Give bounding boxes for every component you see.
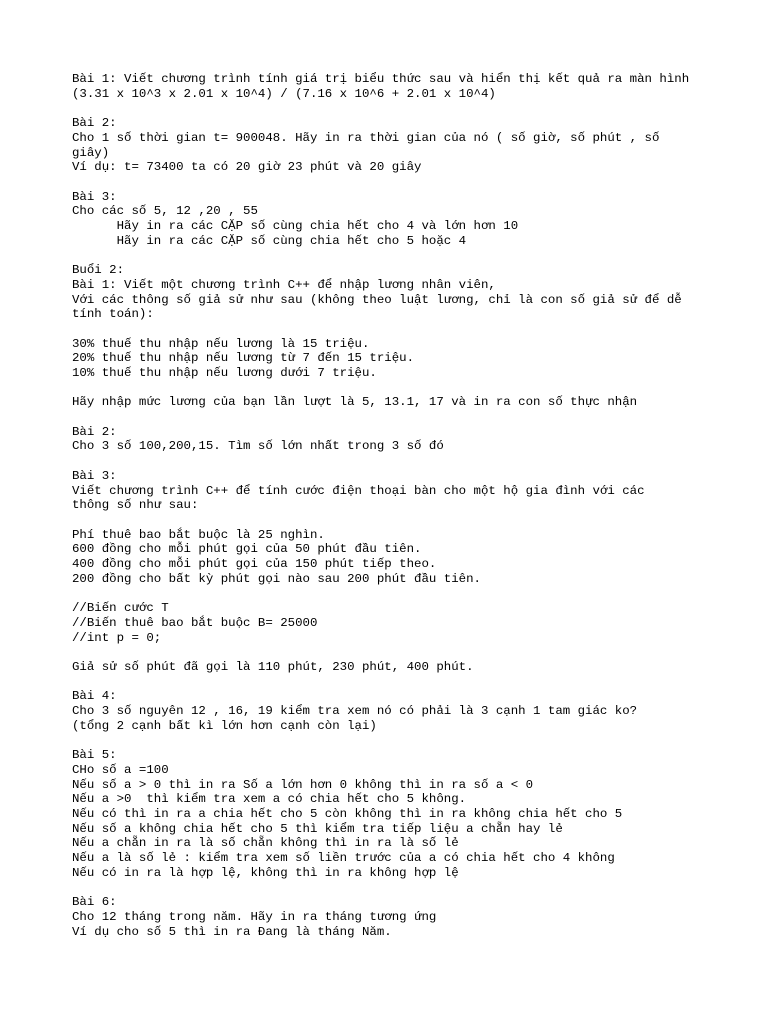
document-line: 30% thuế thu nhập nếu lương là 15 triệu. bbox=[72, 336, 370, 351]
document-line: 10% thuế thu nhập nếu lương dưới 7 triệu. bbox=[72, 366, 377, 380]
document-line: Cho 12 tháng trong năm. Hãy in ra tháng tương ứng bbox=[72, 909, 437, 924]
document-line: 20% thuế thu nhập nếu lương từ 7 đến 15 triệu. bbox=[72, 351, 415, 366]
document-line: Ví dụ: t= 73400 ta có 20 giờ 23 phút và 20 giây bbox=[72, 160, 422, 175]
document-line bbox=[72, 454, 712, 469]
document-line: Bài 3: bbox=[72, 189, 117, 204]
document-line: Cho các số 5, 12 ,20 , 55 bbox=[72, 204, 258, 219]
document-line: Ví dụ cho số 5 thì in ra Đang là tháng Năm. bbox=[72, 924, 392, 939]
document-line: giây) bbox=[72, 145, 110, 160]
document-line: thông số như sau: bbox=[72, 498, 199, 513]
document-line: Nếu a >0 thì kiểm tra xem a có chia hết cho 5 không. bbox=[72, 792, 467, 807]
document-line: tính toán): bbox=[72, 307, 154, 322]
document-line: Nếu số a không chia hết cho 5 thì kiểm tra tiếp liệu a chẵn hay lẻ bbox=[72, 821, 563, 836]
document-line bbox=[72, 322, 712, 337]
document-line: Với các thông số giả sử như sau (không theo luật lương, chỉ là con số giả sử để dễ bbox=[72, 292, 682, 307]
document-line: Cho 3 số 100,200,15. Tìm số lớn nhất trong 3 số đó bbox=[72, 439, 444, 454]
document-body bbox=[72, 72, 712, 939]
document-line: Hãy in ra các CẶP số cùng chia hết cho 5 hoặc 4 bbox=[72, 233, 467, 248]
document-line: Hãy nhập mức lương của bạn lần lượt là 5, 13.1, 17 và in ra con số thực nhận bbox=[72, 395, 638, 410]
document-line: Nếu có thì in ra a chia hết cho 5 còn không thì in ra không chia hết cho 5 bbox=[72, 806, 623, 821]
document-line bbox=[72, 675, 712, 690]
document-line: Viết chương trình C++ để tính cước điện thoại bàn cho một hộ gia đình với các bbox=[72, 483, 645, 498]
document-line: Bài 2: bbox=[72, 424, 117, 439]
document-line: Nếu a là số lẻ : kiểm tra xem số liền trước của a có chia hết cho 4 không bbox=[72, 851, 615, 866]
document-line: Bài 4: bbox=[72, 689, 117, 704]
document-line bbox=[72, 248, 712, 263]
document-line: Nếu a chẵn in ra là số chẵn không thì in ra là số lẻ bbox=[72, 836, 459, 851]
document-line bbox=[72, 175, 712, 190]
document-line: 200 đồng cho bất kỳ phút gọi nào sau 200 phút đầu tiên. bbox=[72, 571, 481, 586]
document-line: Cho 3 số nguyên 12 , 16, 19 kiểm tra xem nó có phải là 3 cạnh 1 tam giác ko? bbox=[72, 704, 638, 719]
document-line: Giả sử số phút đã gọi là 110 phút, 230 phút, 400 phút. bbox=[72, 659, 474, 674]
document-line: Bài 3: bbox=[72, 468, 117, 483]
document-line: Buổi 2: bbox=[72, 263, 125, 278]
document-line bbox=[72, 101, 712, 116]
document-line: Bài 2: bbox=[72, 116, 117, 131]
document-line: Cho 1 số thời gian t= 900048. Hãy in ra thời gian của nó ( số giờ, số phút , số bbox=[72, 130, 660, 145]
document-line: Nếu có in ra là hợp lệ, không thì in ra không hợp lệ bbox=[72, 865, 459, 880]
document-line: //Biến cước T bbox=[72, 601, 169, 616]
document-line: Nếu số a > 0 thì in ra Số a lớn hơn 0 không thì in ra số a < 0 bbox=[72, 777, 534, 792]
document-line: CHo số a =100 bbox=[72, 762, 169, 777]
document-line: (tổng 2 cạnh bất kì lớn hơn cạnh còn lại) bbox=[72, 718, 377, 733]
document-line bbox=[72, 586, 712, 601]
document-line: 400 đồng cho mỗi phút gọi của 150 phút tiếp theo. bbox=[72, 557, 437, 572]
document-line bbox=[72, 513, 712, 528]
document-line: //int p = 0; bbox=[72, 630, 162, 645]
document-line bbox=[72, 410, 712, 425]
document-line: Bài 1: Viết chương trình tính giá trị biểu thức sau và hiển thị kết quả ra màn hình bbox=[72, 72, 690, 86]
document-line bbox=[72, 381, 712, 396]
document-line: Hãy in ra các CẶP số cùng chia hết cho 4 và lớn hơn 10 bbox=[72, 219, 519, 233]
document-line: Phí thuê bao bắt buộc là 25 nghìn. bbox=[72, 527, 325, 542]
document-line bbox=[72, 880, 712, 895]
document-line: Bài 6: bbox=[72, 895, 117, 910]
document-line bbox=[72, 733, 712, 748]
document-line: Bài 5: bbox=[72, 748, 117, 763]
document-line: //Biến thuê bao bắt buộc B= 25000 bbox=[72, 615, 318, 630]
document-line: 600 đồng cho mỗi phút gọi của 50 phút đầu tiên. bbox=[72, 542, 422, 557]
document-line bbox=[72, 645, 712, 660]
document-line: (3.31 x 10^3 x 2.01 x 10^4) / (7.16 x 10^6 + 2.01 x 10^4) bbox=[72, 86, 496, 101]
document-line: Bài 1: Viết một chương trình C++ để nhập lương nhân viên, bbox=[72, 277, 496, 292]
